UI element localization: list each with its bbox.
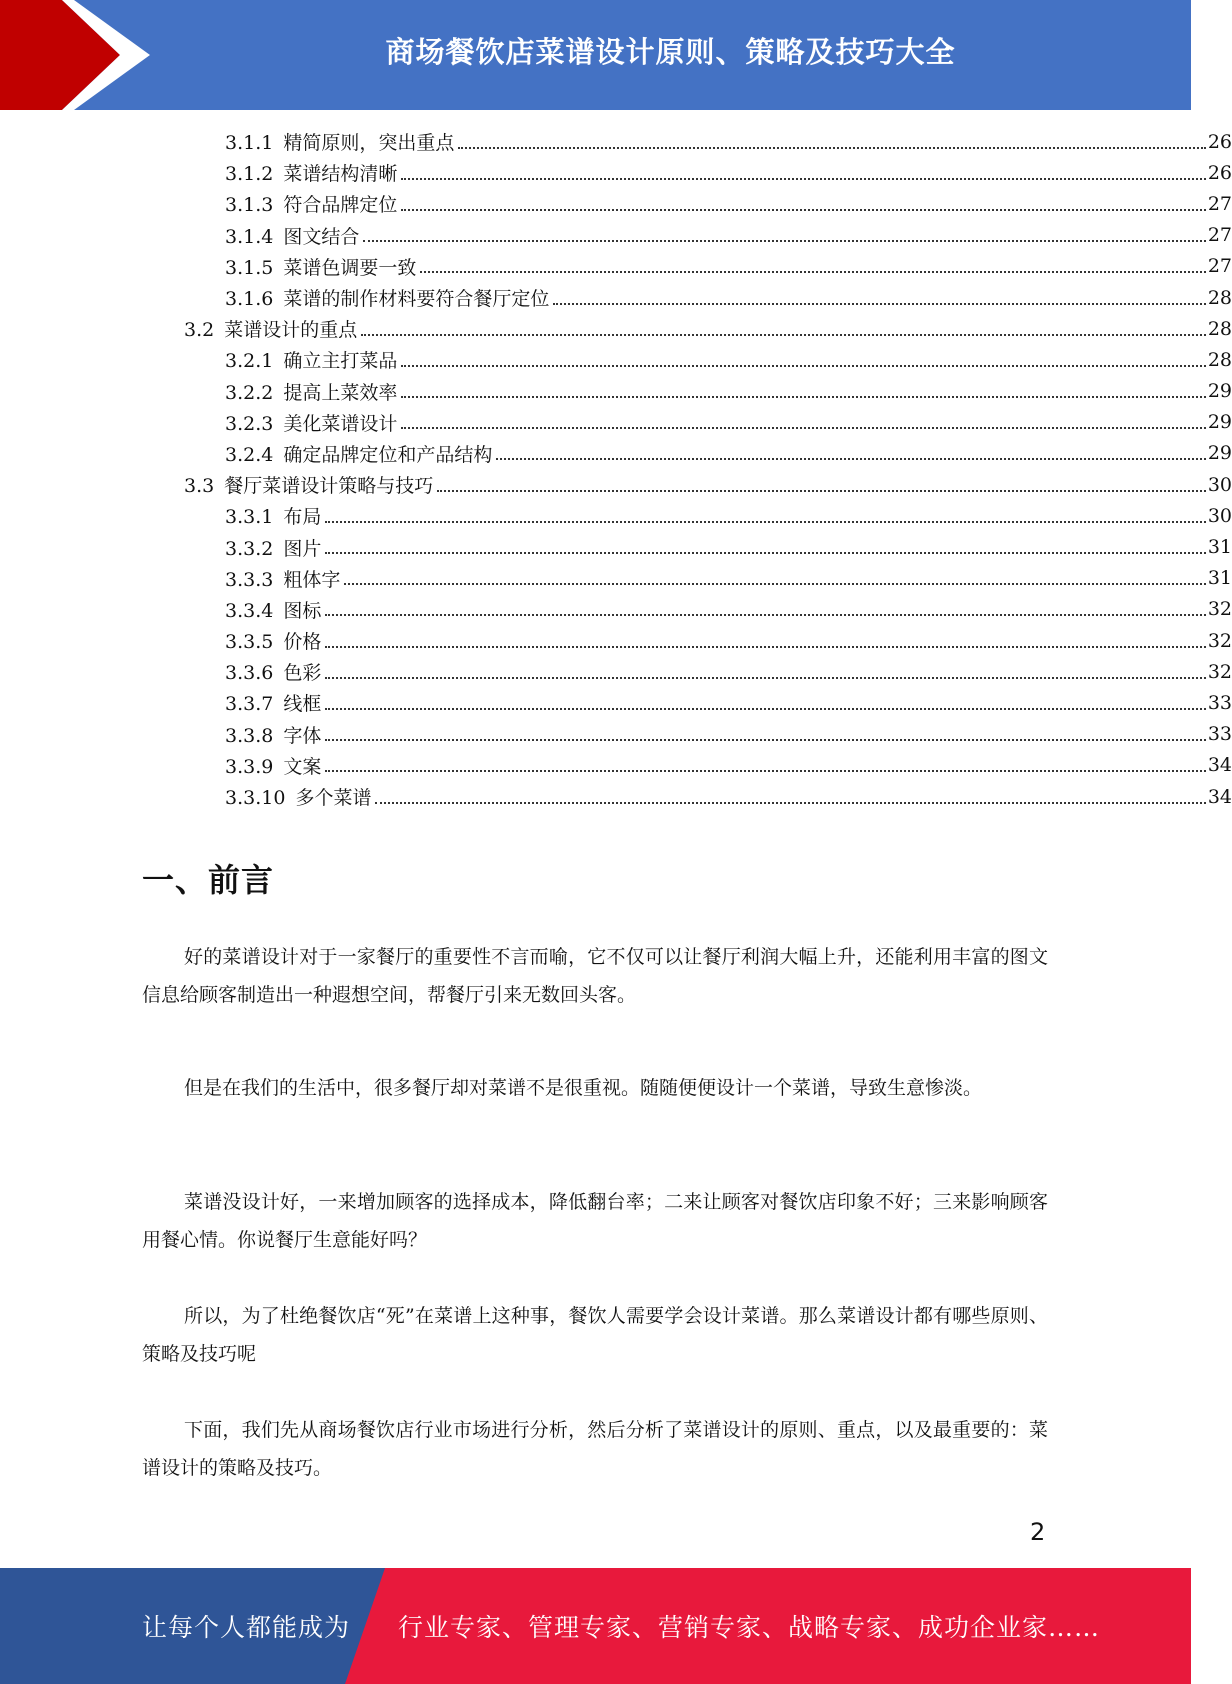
toc-entry-label: 图文结合 [283,225,360,248]
toc-entry-label: 符合品牌定位 [283,194,398,217]
toc-entry-title [225,783,375,810]
toc-entry[interactable] [0,251,1232,282]
toc-entry-label: 确定品牌定位和产品结构 [283,443,493,466]
toc-leader-dots [401,365,1205,367]
toc-leader-dots [325,770,1205,772]
toc-entry-page: 30 [1207,473,1232,496]
toc-entry-label: 菜谱设计的重点 [224,319,358,342]
toc-entry-title [184,315,361,342]
toc-entry-number: 3.3.10 [225,787,286,810]
toc-entry-number: 3.3.1 [225,506,274,529]
toc-entry-page: 27 [1207,224,1232,247]
toc-leader-dots [361,334,1206,336]
document-title: 商场餐饮店菜谱设计原则、策略及技巧大全 [385,34,956,69]
toc-entry[interactable] [0,594,1232,625]
toc-leader-dots [401,396,1205,398]
toc-entry-number: 3.1.4 [225,225,274,248]
toc-entry-label: 菜谱的制作材料要符合餐厅定位 [283,288,550,311]
toc-entry[interactable] [0,687,1232,718]
toc-entry[interactable] [0,282,1232,313]
toc-entry[interactable] [0,656,1232,687]
toc-entry-page: 31 [1207,536,1232,559]
toc-entry-label: 布局 [283,506,322,529]
toc-entry[interactable] [0,750,1232,781]
toc-leader-dots [363,240,1205,242]
footer-roles: 行业专家、管理专家、营销专家、战略专家、成功企业家…… [398,1613,1101,1642]
toc-entry[interactable] [0,313,1232,344]
toc-entry-page: 33 [1207,691,1232,714]
toc-entry-page: 26 [1207,130,1232,153]
header-arrow-decoration [0,0,160,110]
toc-entry-label: 字体 [283,724,322,747]
toc-entry[interactable] [0,344,1232,375]
toc-leader-dots [325,677,1205,679]
toc-entry[interactable] [0,531,1232,562]
toc-entry-title [225,534,325,561]
toc-entry[interactable] [0,157,1232,188]
toc-entry[interactable] [0,438,1232,469]
toc-entry-label: 菜谱结构清晰 [283,163,398,186]
toc-entry-page: 34 [1207,754,1232,777]
toc-entry-number: 3.2.3 [225,412,274,435]
toc-entry-number: 3.1.2 [225,163,274,186]
paragraph: 下面，我们先从商场餐饮店行业市场进行分析，然后分析了菜谱设计的原则、重点，以及最重要的：菜谱设计的策略及技巧。 [142,1419,1048,1479]
toc-entry-title [225,190,401,217]
toc-entry-number: 3.1.5 [225,256,274,279]
toc-entry-label: 文案 [283,755,322,778]
toc-entry-page: 32 [1207,660,1232,683]
toc-leader-dots [325,614,1205,616]
toc-entry[interactable] [0,625,1232,656]
toc-entry-label: 图标 [283,599,322,622]
table-of-contents [0,126,1232,812]
toc-entry-label: 色彩 [283,662,322,685]
toc-entry[interactable] [0,220,1232,251]
toc-entry[interactable] [0,500,1232,531]
toc-entry-number: 3.1.1 [225,132,274,155]
toc-entry-page: 29 [1207,411,1232,434]
toc-entry-number: 3.3.9 [225,755,274,778]
toc-entry-page: 33 [1207,723,1232,746]
toc-entry-page: 29 [1207,442,1232,465]
toc-entry-label: 粗体字 [283,568,341,591]
toc-entry-label: 多个菜谱 [295,787,372,810]
toc-entry-number: 3.1.3 [225,194,274,217]
toc-entry-label: 确立主打菜品 [283,350,398,373]
toc-leader-dots [325,646,1205,648]
toc-entry-title [225,346,401,373]
toc-entry[interactable] [0,126,1232,157]
toc-entry-title [225,378,401,405]
toc-entry[interactable] [0,188,1232,219]
toc-entry-title [225,284,553,311]
toc-entry-title [225,627,325,654]
toc-entry[interactable] [0,407,1232,438]
toc-leader-dots [375,802,1205,804]
toc-entry-number: 3.3.8 [225,724,274,747]
section-heading: 一、前言 [142,861,275,899]
toc-entry-number: 3.3 [184,475,215,498]
toc-entry-number: 3.2.2 [225,381,274,404]
toc-entry-page: 31 [1207,567,1232,590]
toc-entry-title [225,409,401,436]
toc-entry-page: 32 [1207,629,1232,652]
toc-entry-number: 3.3.5 [225,631,274,654]
toc-leader-dots [325,708,1205,710]
toc-entry-page: 28 [1207,286,1232,309]
toc-leader-dots [325,521,1205,523]
toc-leader-dots [325,552,1205,554]
toc-entry[interactable] [0,781,1232,812]
paragraph: 好的菜谱设计对于一家餐厅的重要性不言而喻，它不仅可以让餐厅利润大幅上升，还能利用丰富的图文信息给顾客制造出一种遐想空间，帮餐厅引来无数回头客。 [142,946,1048,1006]
toc-leader-dots [437,490,1206,492]
toc-entry-label: 线框 [283,693,322,716]
page-header [0,0,1191,110]
toc-entry-number: 3.2 [184,319,215,342]
toc-entry-number: 3.3.6 [225,662,274,685]
toc-entry-page: 34 [1207,785,1232,808]
toc-entry-title [225,721,325,748]
toc-entry-page: 29 [1207,380,1232,403]
toc-entry-title [225,502,325,529]
toc-entry-label: 美化菜谱设计 [283,412,398,435]
toc-entry-number: 3.3.3 [225,568,274,591]
toc-leader-dots [401,209,1205,211]
toc-entry-title [225,565,344,592]
toc-entry-title [225,159,401,186]
toc-entry-number: 3.2.4 [225,443,274,466]
toc-entry-title [225,222,363,249]
toc-entry-title [225,752,325,779]
toc-entry-title [225,658,325,685]
toc-entry-page: 32 [1207,598,1232,621]
toc-leader-dots [325,739,1205,741]
toc-entry-page: 28 [1207,348,1232,371]
toc-leader-dots [344,583,1205,585]
toc-leader-dots [401,427,1205,429]
toc-entry-label: 价格 [283,631,322,654]
toc-leader-dots [553,303,1205,305]
toc-entry-title [184,471,437,498]
page-footer [0,1568,1191,1684]
toc-leader-dots [420,271,1205,273]
toc-entry-title [225,689,325,716]
toc-entry-number: 3.3.4 [225,599,274,622]
toc-entry[interactable] [0,376,1232,407]
toc-entry-number: 3.2.1 [225,350,274,373]
toc-entry-page: 27 [1207,255,1232,278]
toc-entry-page: 27 [1207,192,1232,215]
toc-leader-dots [458,147,1205,149]
paragraph: 但是在我们的生活中，很多餐厅却对菜谱不是很重视。随随便便设计一个菜谱，导致生意惨淡。 [184,1077,983,1099]
page-number: 2 [1030,1518,1046,1546]
toc-entry-title [225,253,420,280]
toc-entry-label: 餐厅菜谱设计策略与技巧 [224,475,434,498]
toc-entry[interactable] [0,563,1232,594]
paragraph: 菜谱没设计好，一来增加顾客的选择成本，降低翻台率；二来让顾客对餐饮店印象不好；三来影响顾客用餐心情。你说餐厅生意能好吗？ [142,1191,1048,1251]
toc-entry[interactable] [0,719,1232,750]
toc-entry[interactable] [0,469,1232,500]
toc-leader-dots [496,458,1205,460]
toc-entry-label: 图片 [283,537,322,560]
toc-entry-number: 3.3.7 [225,693,274,716]
toc-entry-number: 3.1.6 [225,288,274,311]
toc-entry-page: 26 [1207,161,1232,184]
toc-entry-label: 提高上菜效率 [283,381,398,404]
paragraph: 所以，为了杜绝餐饮店“死”在菜谱上这种事，餐饮人需要学会设计菜谱。那么菜谱设计都有哪些原则、策略及技巧呢 [142,1305,1048,1365]
toc-entry-number: 3.3.2 [225,537,274,560]
toc-entry-page: 28 [1207,317,1232,340]
toc-entry-label: 精简原则，突出重点 [283,132,455,155]
toc-leader-dots [401,178,1205,180]
toc-entry-label: 菜谱色调要一致 [283,256,417,279]
toc-entry-page: 30 [1207,504,1232,527]
toc-entry-title [225,596,325,623]
toc-entry-title [225,128,458,155]
footer-slogan: 让每个人都能成为 [142,1613,351,1642]
toc-entry-title [225,440,496,467]
